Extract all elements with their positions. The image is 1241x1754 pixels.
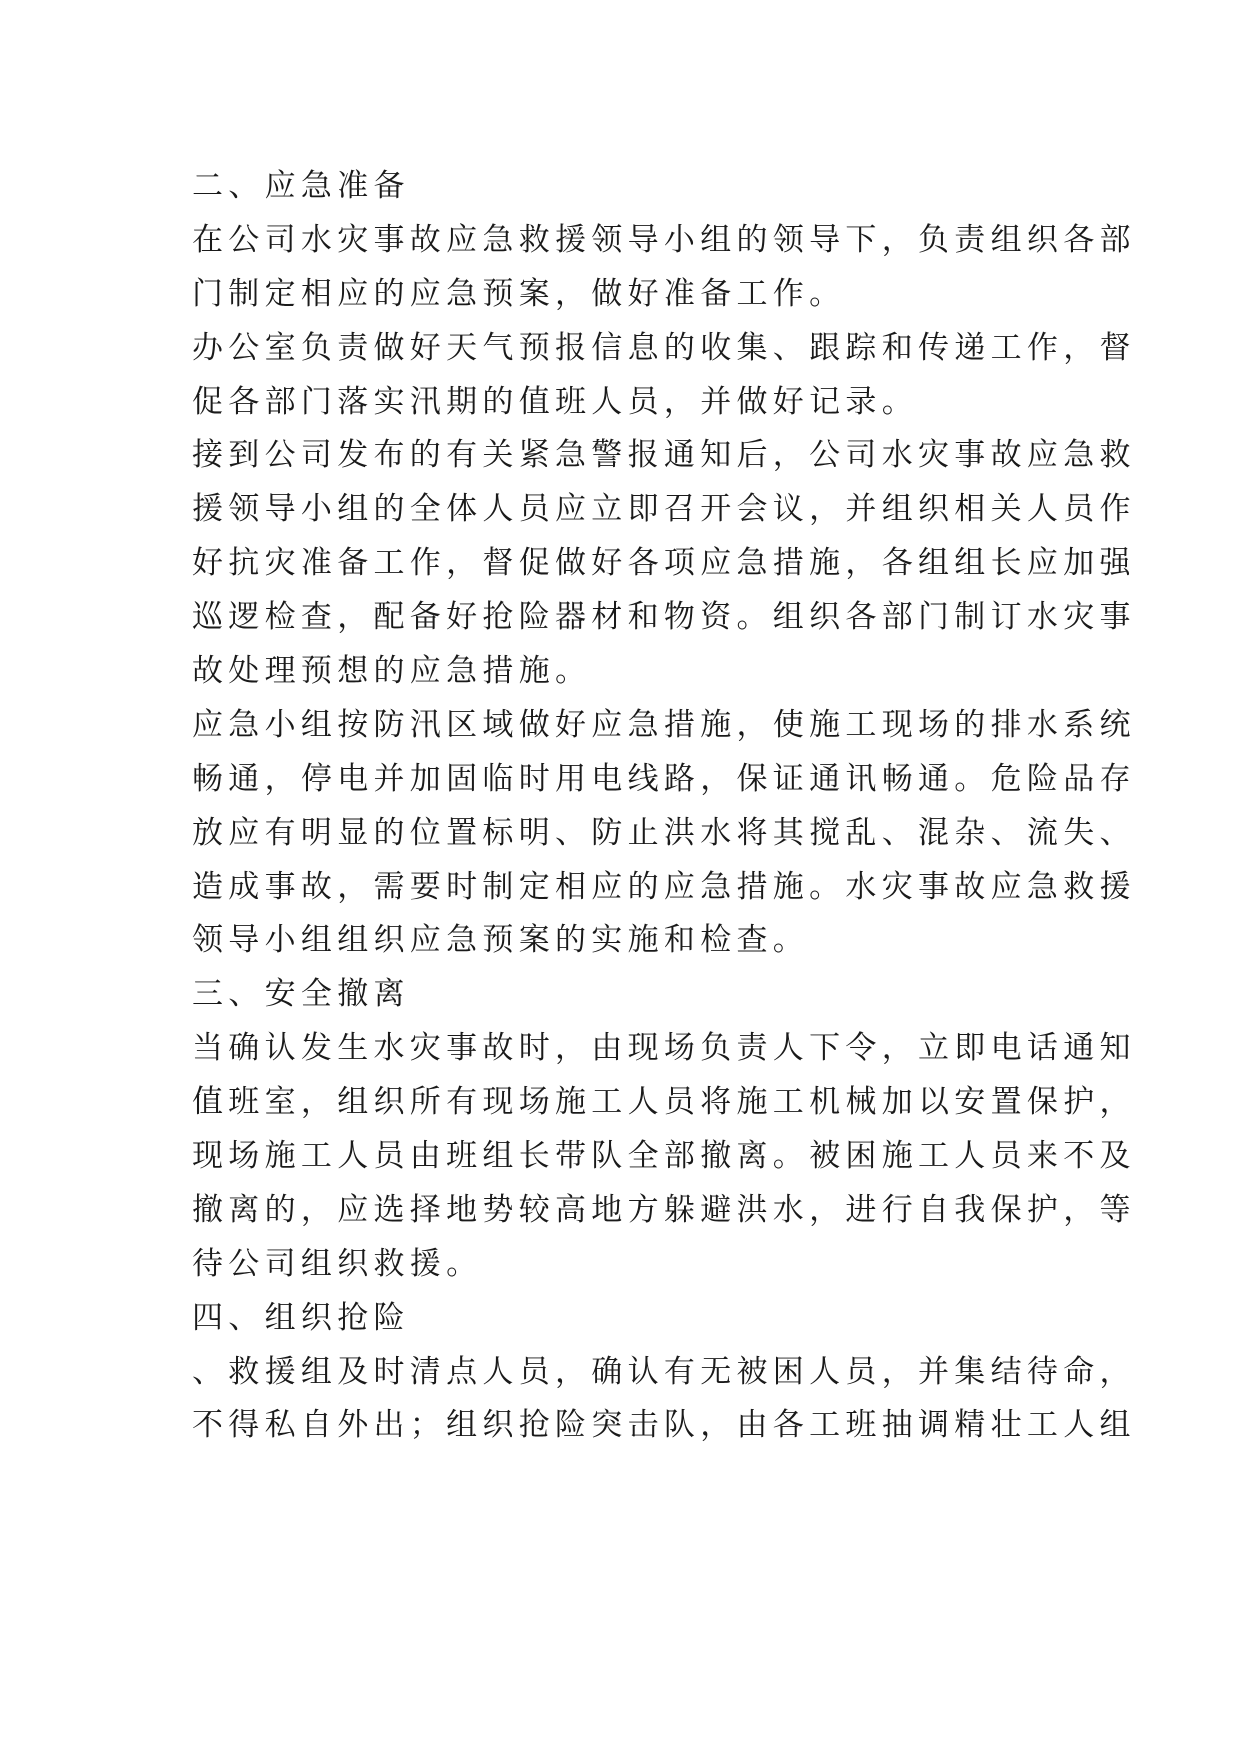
paragraph-line: 值班室，组织所有现场施工人员将施工机械加以安置保护， xyxy=(192,1084,1136,1121)
paragraph-line: 门制定相应的应急预案，做好准备工作。 xyxy=(192,275,846,312)
paragraph-line: 待公司组织救援。 xyxy=(192,1245,483,1282)
paragraph-line: 当确认发生水灾事故时，由现场负责人下令，立即电话通知 xyxy=(192,1030,1136,1067)
document-body xyxy=(192,160,1136,1453)
section-heading: 三、安全撤离 xyxy=(192,976,410,1013)
paragraph-line: 畅通，停电并加固临时用电线路，保证通讯畅通。危险品存 xyxy=(192,760,1136,797)
paragraph-line: 巡逻检查，配备好抢险器材和物资。组织各部门制订水灾事 xyxy=(192,599,1136,636)
paragraph-line: 在公司水灾事故应急救援领导小组的领导下，负责组织各部 xyxy=(192,221,1136,258)
paragraph-line: 好抗灾准备工作，督促做好各项应急措施，各组组长应加强 xyxy=(192,545,1136,582)
paragraph-line: 故处理预想的应急措施。 xyxy=(192,653,592,690)
section-heading: 二、应急准备 xyxy=(192,168,410,204)
paragraph-line: 应急小组按防汛区域做好应急措施，使施工现场的排水系统 xyxy=(192,706,1136,743)
section-heading: 四、组织抢险 xyxy=(192,1299,410,1336)
paragraph-line: 援领导小组的全体人员应立即召开会议，并组织相关人员作 xyxy=(192,491,1136,528)
paragraph-line: 不得私自外出；组织抢险突击队，由各工班抽调精壮工人组 xyxy=(192,1407,1136,1444)
paragraph-line: 促各部门落实汛期的值班人员，并做好记录。 xyxy=(192,383,918,420)
paragraph-line: 撤离的，应选择地势较高地方躲避洪水，进行自我保护，等 xyxy=(192,1191,1136,1228)
paragraph-line: 办公室负责做好天气预报信息的收集、跟踪和传递工作，督 xyxy=(192,329,1136,366)
paragraph-line: 现场施工人员由班组长带队全部撤离。被困施工人员来不及 xyxy=(192,1138,1136,1175)
paragraph-line: 放应有明显的位置标明、防止洪水将其搅乱、混杂、流失、 xyxy=(192,814,1136,851)
paragraph-line: 领导小组组织应急预案的实施和检查。 xyxy=(192,922,810,959)
paragraph-line: 、救援组及时清点人员，确认有无被困人员，并集结待命， xyxy=(192,1353,1136,1390)
paragraph-line: 接到公司发布的有关紧急警报通知后，公司水灾事故应急救 xyxy=(192,437,1136,474)
paragraph-line: 造成事故，需要时制定相应的应急措施。水灾事故应急救援 xyxy=(192,868,1136,905)
